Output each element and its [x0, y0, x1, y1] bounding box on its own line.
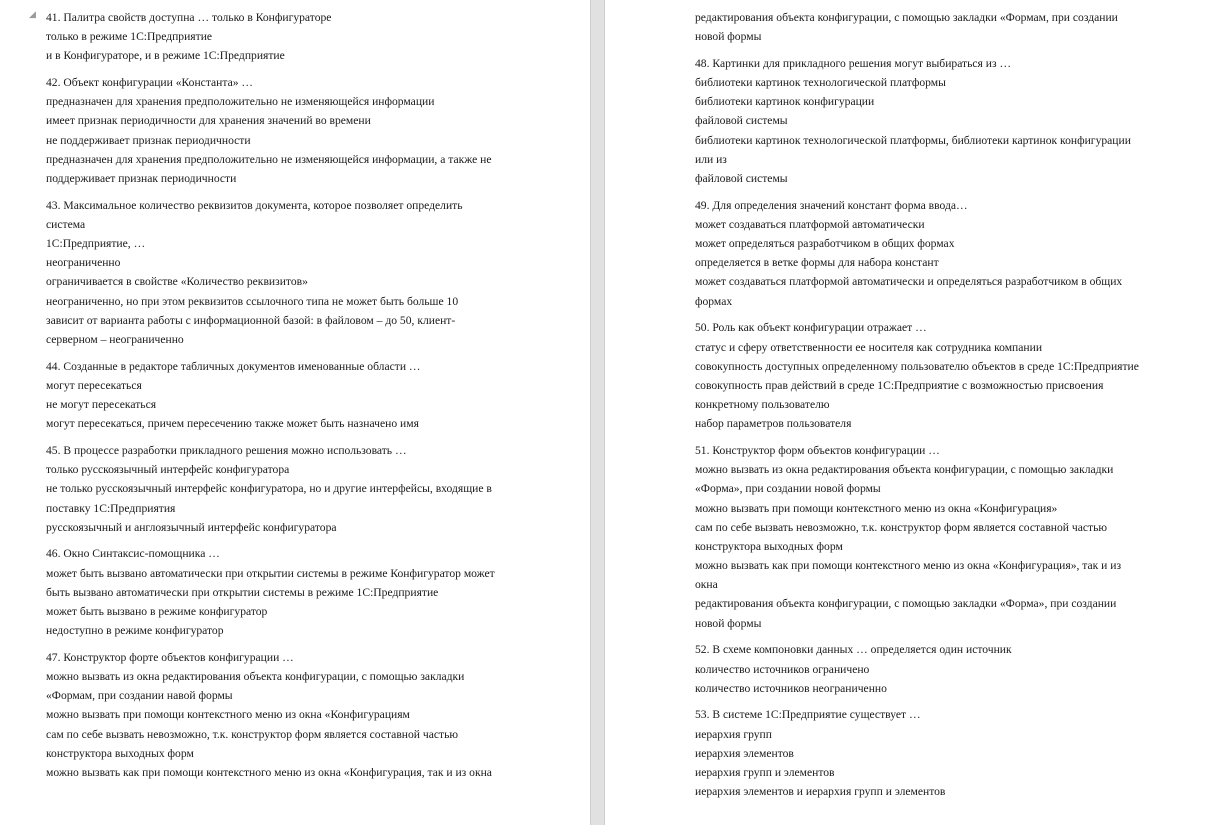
answer-text-line: иерархия элементов	[695, 746, 794, 760]
question-text-line: 43. Максимальное количество реквизитов документа, которое позволяет определить	[46, 198, 463, 212]
question-block	[695, 705, 1205, 801]
answer-text-line: конструктора выходных форм	[46, 746, 194, 760]
answer-text-line: совокупность прав действий в среде 1С:Предприятие с возможностью присвоения	[695, 378, 1104, 392]
answer-text-line: сам по себе вызвать невозможно, т.к. конструктор форм является составной частью	[46, 727, 459, 741]
answer-text-line: формах	[695, 294, 733, 308]
question-text-line: 41. Палитра свойств доступна … только в Конфигураторе	[46, 11, 332, 24]
question-block	[695, 318, 1205, 433]
answer-text-line: система	[46, 217, 86, 231]
answer-text-line: ограничивается в свойстве «Количество реквизитов»	[46, 275, 308, 289]
question-text-line: 49. Для определения значений констант форма ввода…	[695, 198, 968, 212]
answer-text-line: предназначен для хранения предположительно не изменяющейся информации	[46, 95, 435, 109]
answer-text-line: может быть вызвано в режиме конфигуратор	[46, 604, 268, 618]
question-text-line: 50. Роль как объект конфигурации отражает …	[695, 321, 927, 335]
answer-text-line: библиотеки картинок конфигурации	[695, 95, 875, 109]
answer-text-line: «Формам, при создании навой формы	[46, 689, 233, 703]
right-page-text-column[interactable]	[695, 8, 1205, 809]
answer-text-line: не только русскоязычный интерфейс конфигуратора, но и другие интерфейсы, входящие в	[46, 482, 492, 496]
answer-text-line: поставку 1С:Предприятия	[46, 501, 176, 515]
answer-text-line: определяется в ветке формы для набора констант	[695, 256, 939, 270]
question-text-line: 53. В системе 1С:Предприятие существует …	[695, 708, 921, 722]
answer-text-line: только русскоязычный интерфейс конфигуратора	[46, 463, 290, 477]
answer-text-line: количество источников неограниченно	[695, 681, 887, 695]
answer-text-line: файловой системы	[695, 114, 788, 128]
answer-text-line: библиотеки картинок технологической платформы	[695, 76, 946, 90]
answer-text-line: не поддерживает признак периодичности	[46, 133, 251, 147]
answer-text-line: можно вызвать как при помощи контекстного меню из окна «Конфигурация», так и из	[695, 559, 1122, 573]
answer-text-line: русскоязычный и англоязычный интерфейс конфигуратора	[46, 520, 337, 534]
answer-text-line: окна	[695, 578, 718, 592]
question-block	[695, 640, 1205, 698]
answer-text-line: файловой системы	[695, 172, 788, 185]
answer-text-line: могут пересекаться	[46, 378, 142, 392]
answer-text-line: могут пересекаться, причем пересечению также может быть назначено имя	[46, 417, 419, 431]
question-block	[46, 8, 566, 66]
answer-text-line: иерархия групп	[695, 727, 772, 741]
document-page-left	[0, 0, 590, 825]
question-text-line: 46. Окно Синтаксис-помощника …	[46, 547, 220, 561]
answer-text-line: сам по себе вызвать невозможно, т.к. конструктор форм является составной частью	[695, 520, 1108, 534]
answer-text-line: может определяться разработчиком в общих формах	[695, 237, 955, 251]
answer-text-line: количество источников ограничено	[695, 662, 870, 676]
answer-text-line: конструктора выходных форм	[695, 539, 843, 553]
answer-text-line: может быть вызвано автоматически при открытии системы в режиме Конфигуратор может	[46, 566, 495, 580]
question-text-line: 44. Созданные в редакторе табличных документов именованные области …	[46, 359, 421, 373]
answer-text-line: и в Конфигураторе, и в режиме 1С:Предприятие	[46, 49, 285, 63]
question-block	[46, 196, 566, 350]
answer-text-line: иерархия элементов и иерархия групп и элементов	[695, 785, 946, 799]
answer-text-line: статус и сферу ответственности ее носителя как сотрудника компании	[695, 340, 1043, 354]
question-block	[695, 8, 1205, 46]
answer-text-line: неограниченно	[46, 256, 121, 270]
document-page-right	[605, 0, 1220, 825]
answer-text-line: или из	[695, 152, 727, 166]
answer-text-line: можно вызвать из окна редактирования объекта конфигурации, с помощью закладки	[695, 463, 1114, 477]
left-page-text-column[interactable]	[46, 8, 566, 790]
answer-text-line: не могут пересекаться	[46, 398, 157, 412]
answer-text-line: неограниченно, но при этом реквизитов ссылочного типа не может быть больше 10	[46, 294, 459, 308]
question-block	[46, 544, 566, 640]
answer-text-line: имеет признак периодичности для хранения значений во времени	[46, 114, 371, 128]
question-text-line: редактирования объекта конфигурации, с помощью закладки «Формам, при создании	[695, 11, 1118, 24]
question-text-line: 52. В схеме компоновки данных … определяется один источник	[695, 643, 1012, 657]
answer-text-line: набор параметров пользователя	[695, 417, 852, 431]
question-text-line: 47. Конструктор форте объектов конфигурации …	[46, 650, 294, 664]
answer-text-line: только в режиме 1С:Предприятие	[46, 30, 213, 44]
question-block	[695, 196, 1205, 311]
question-text-line: 48. Картинки для прикладного решения могут выбираться из …	[695, 56, 1012, 70]
answer-text-line: зависит от варианта работы с информационной базой: в файловом – до 50, клиент-	[46, 313, 456, 327]
answer-text-line: новой формы	[695, 616, 762, 630]
answer-text-line: предназначен для хранения предположительно не изменяющейся информации, а также не	[46, 152, 492, 166]
answer-text-line: конкретному пользователю	[695, 398, 830, 412]
answer-text-line: иерархия групп и элементов	[695, 765, 835, 779]
answer-text-line: редактирования объекта конфигурации, с помощью закладки «Форма», при создании	[695, 597, 1117, 611]
question-block	[46, 357, 566, 434]
question-block	[695, 441, 1205, 633]
answer-text-line: «Форма», при создании новой формы	[695, 482, 881, 496]
question-block	[46, 73, 566, 188]
question-block	[695, 54, 1205, 188]
answer-text-line: может создаваться платформой автоматически	[695, 217, 925, 231]
page-gutter	[590, 0, 605, 825]
question-block	[46, 648, 566, 782]
answer-text-line: быть вызвано автоматически при открытии системы в режиме 1С:Предприятие	[46, 585, 439, 599]
paragraph-anchor-icon: ◢	[29, 10, 36, 20]
question-text-line: 45. В процессе разработки прикладного решения можно использовать …	[46, 443, 407, 457]
answer-text-line: новой формы	[695, 30, 762, 44]
answer-text-line: может создаваться платформой автоматически и определяться разработчиком в общих	[695, 275, 1123, 289]
answer-text-line: можно вызвать при помощи контекстного меню из окна «Конфигурациям	[46, 708, 410, 722]
answer-text-line: библиотеки картинок технологической платформы, библиотеки картинок конфигурации	[695, 133, 1131, 147]
question-block	[46, 441, 566, 537]
answer-text-line: можно вызвать как при помощи контекстного меню из окна «Конфигурация, так и из окна	[46, 765, 492, 779]
answer-text-line: поддерживает признак периодичности	[46, 172, 237, 185]
answer-text-line: совокупность доступных определенному пользователю объектов в среде 1С:Предприятие	[695, 359, 1139, 373]
answer-text-line: можно вызвать при помощи контекстного меню из окна «Конфигурация»	[695, 501, 1058, 515]
answer-text-line: 1С:Предприятие, …	[46, 237, 146, 251]
question-text-line: 51. Конструктор форм объектов конфигурации …	[695, 443, 940, 457]
question-text-line: 42. Объект конфигурации «Константа» …	[46, 76, 254, 90]
answer-text-line: недоступно в режиме конфигуратор	[46, 624, 224, 638]
answer-text-line: серверном – неограниченно	[46, 333, 184, 346]
answer-text-line: можно вызвать из окна редактирования объекта конфигурации, с помощью закладки	[46, 670, 465, 683]
